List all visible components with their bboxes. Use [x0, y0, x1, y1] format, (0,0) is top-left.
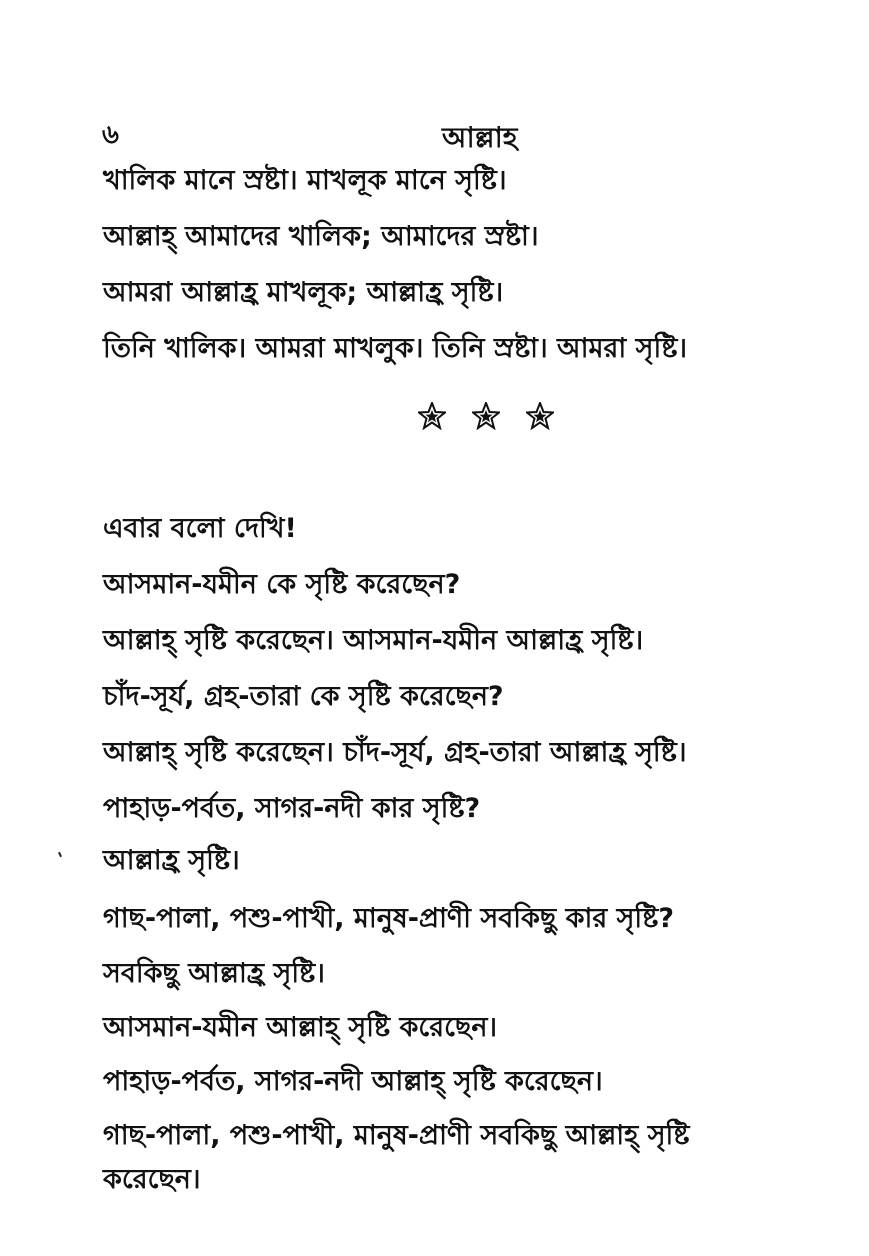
star-ornament-icon [526, 402, 554, 430]
text-line: আসমান-যমীন আল্লাহ্ সৃষ্টি করেছেন। [103, 1012, 498, 1043]
text-line: এবার বলো দেখি! [103, 513, 297, 544]
text-line: আল্লাহ্ আমাদের খালিক; আমাদের স্রষ্টা। [103, 221, 539, 252]
text-line: আসমান-যমীন কে সৃষ্টি করেছেন? [103, 569, 461, 600]
text-line: আল্লাহ্ সৃষ্টি করেছেন। আসমান-যমীন আল্লাহ্র সৃষ্টি। [103, 625, 644, 656]
text-line: চাঁদ-সূর্য, গ্রহ-তারা কে সৃষ্টি করেছেন? [103, 681, 504, 712]
text-line: তিনি খালিক। আমরা মাখলুক। তিনি স্রষ্টা। আমরা সৃষ্টি। [103, 333, 688, 364]
text-line: আল্লাহ্ সৃষ্টি করেছেন। চাঁদ-সূর্য, গ্রহ-তারা আল্লাহ্র সৃষ্টি। [103, 737, 687, 768]
text-line: সবকিছু আল্লাহ্র সৃষ্টি। [103, 958, 325, 989]
text-line: আমরা আল্লাহ্র মাখলূক; আল্লাহ্র সৃষ্টি। [103, 277, 504, 308]
text-line: খালিক মানে স্রষ্টা। মাখলূক মানে সৃষ্টি। [103, 165, 507, 196]
text-line: আল্লাহ্র সৃষ্টি। [103, 845, 240, 876]
star-ornament-icon [472, 402, 500, 430]
text-line: পাহাড়-পর্বত, সাগর-নদী আল্লাহ্ সৃষ্টি করেছেন। [103, 1066, 603, 1097]
text-line: পাহাড়-পর্বত, সাগর-নদী কার সৃষ্টি? [103, 793, 481, 824]
text-line: করেছেন। [103, 1164, 201, 1195]
page-header [100, 112, 780, 152]
running-title: আল্লাহ [442, 121, 518, 154]
text-line: গাছ-পালা, পশু-পাখী, মানুষ-প্রাণী সবকিছু আল্লাহ্ সৃষ্টি [103, 1120, 690, 1151]
page-number: ৬ [102, 120, 119, 150]
star-ornament-icon [418, 402, 446, 430]
text-line: গাছ-পালা, পশু-পাখী, মানুষ-প্রাণী সবকিছু কার সৃষ্টি? [103, 903, 674, 934]
scan-speck [58, 852, 62, 857]
star-separator [418, 402, 554, 430]
